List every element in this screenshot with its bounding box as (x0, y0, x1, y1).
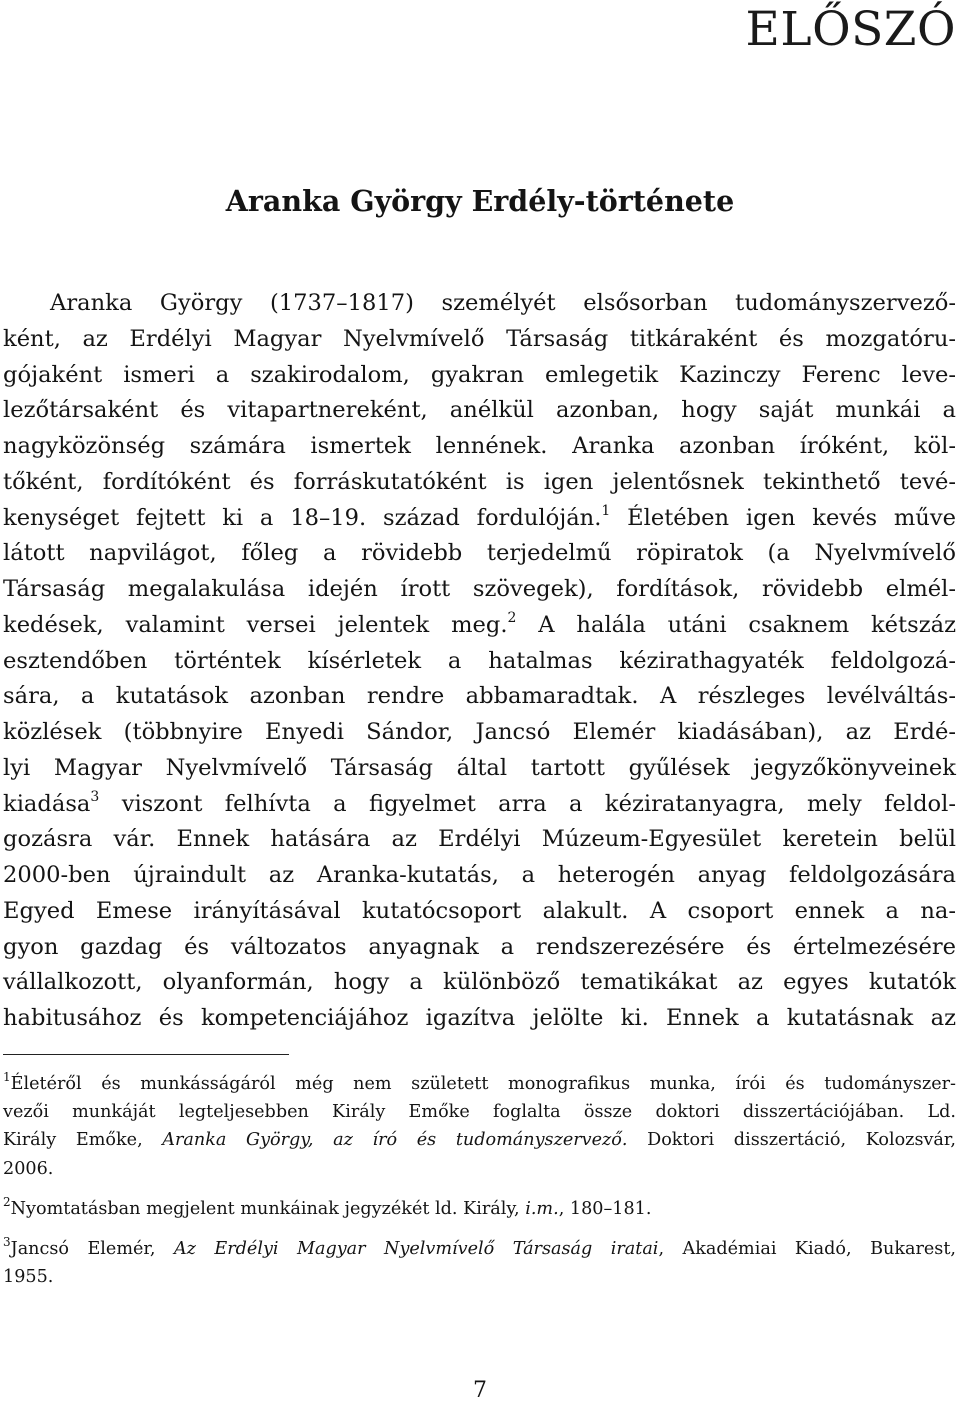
body-line: kedések, valamint versei jelentek meg.$^2$ A halála utáni csaknem kétszáz (3, 609, 956, 638)
body-line: ként, az Erdélyi Magyar Nyelvmívelő Társaság titkáraként és mozgatóru- (3, 325, 956, 352)
body-line: habitusához és kompetenciájához igazítva jelölte ki. Ennek a kutatásnak az (3, 1005, 956, 1031)
footnote-line: $^1$Életéről és munkásságáról még nem született monografikus munka, írói és tudományszer- (3, 1070, 956, 1094)
footnote-ref-2[interactable]: 2 (507, 609, 517, 626)
footnote-line: $^3$Jancsó Elemér, Az Erdélyi Magyar Nyelvmívelő Társaság iratai, Akadémiai Kiadó, Bukarest, (3, 1234, 956, 1259)
footnote-mark: 3 (3, 1234, 11, 1249)
footnote-line: Király Emőke, Aranka György, az író és tudományszervező. Doktori disszertáció, Kolozsvár, (3, 1130, 956, 1151)
footnote-2 (3, 1195, 956, 1223)
body-line: 2000-ben újraindult az Aranka-kutatás, a heterogén anyag feldolgozására (3, 862, 956, 888)
body-line: lezőtársaként és vitapartnereként, anélkül azonban, hogy saját munkái a (3, 397, 956, 424)
body-line: vállalkozott, olyanformán, hogy a különböző tematikákat az egyes kutatók (3, 969, 956, 996)
chapter-heading: ELŐSZÓ (745, 2, 956, 57)
footnote-mark: 2 (3, 1194, 11, 1209)
body-line: nagyközönség számára ismertek lennének. Aranka azonban íróként, köl- (3, 433, 956, 459)
footnote-3 (3, 1235, 956, 1291)
footnote-cited-title: i.m. (525, 1198, 559, 1219)
footnote-line: $^2$Nyomtatásban megjelent munkáinak jegyzékét ld. Király, i.m., 180–181. (3, 1194, 652, 1219)
footnotes (3, 1070, 956, 1303)
footnote-cited-title: Az Erdélyi Magyar Nyelvmívelő Társaság iratai (173, 1238, 659, 1259)
body-line: kiadása$^3$ viszont felhívta a figyelmet arra a kéziratanyagra, mely feldol- (3, 788, 956, 817)
body-paragraph (3, 286, 956, 1037)
body-line: tőként, fordítóként és forráskutatóként is igen jelentősnek tekinthető tevé- (3, 468, 956, 495)
body-line: Egyed Emese irányításával kutatócsoport alakult. A csoport ennek a na- (3, 897, 956, 924)
body-line: Aranka György (1737–1817) személyét elsősorban tudományszervező- (50, 290, 956, 316)
footnote-1 (3, 1070, 956, 1183)
body-line: gójaként ismeri a szakirodalom, gyakran emlegetik Kazinczy Ferenc leve- (3, 361, 956, 388)
footnote-line: 1955. (3, 1267, 54, 1288)
footnote-divider (3, 1054, 289, 1055)
body-line: gyon gazdag és változatos anyagnak a rendszerezésére és értelmezésére (3, 933, 956, 960)
body-line: lyi Magyar Nyelvmívelő Társaság által tartott gyűlések jegyzőkönyveinek (3, 754, 956, 781)
footnote-line: vezői munkáját legteljesebben Király Emőke foglalta össze doktori disszertációjában. Ld. (3, 1102, 956, 1123)
footnote-ref-1[interactable]: 1 (601, 502, 611, 519)
body-line: közlések (többnyire Enyedi Sándor, Jancsó Elemér kiadásában), az Erdé- (3, 719, 956, 745)
body-line: kenységet fejtett ki a 18–19. század fordulóján.$^1$ Életében igen kevés műve (3, 502, 956, 531)
footnote-ref-3[interactable]: 3 (90, 788, 100, 805)
footnote-line: 2006. (3, 1158, 54, 1179)
section-title: Aranka György Erdély-története (225, 184, 735, 218)
footnote-cited-title: Aranka György, az író és tudományszervező. (162, 1130, 628, 1151)
body-line: sára, a kutatások azonban rendre abbamaradtak. A részleges levélváltás- (3, 683, 956, 710)
body-line: Társaság megalakulása idején írott szövegek), fordítások, rövidebb elmél- (3, 576, 956, 602)
page-number: 7 (473, 1378, 487, 1403)
footnote-mark: 1 (3, 1070, 11, 1084)
body-line: gozásra vár. Ennek hatására az Erdélyi Múzeum-Egyesület keretein belül (3, 826, 956, 853)
body-line: látott napvilágot, főleg a rövidebb terjedelmű röpiratok (a Nyelvmívelő (3, 540, 956, 567)
body-line: esztendőben történtek kísérletek a hatalmas kézirathagyaték feldolgozá- (3, 647, 956, 674)
